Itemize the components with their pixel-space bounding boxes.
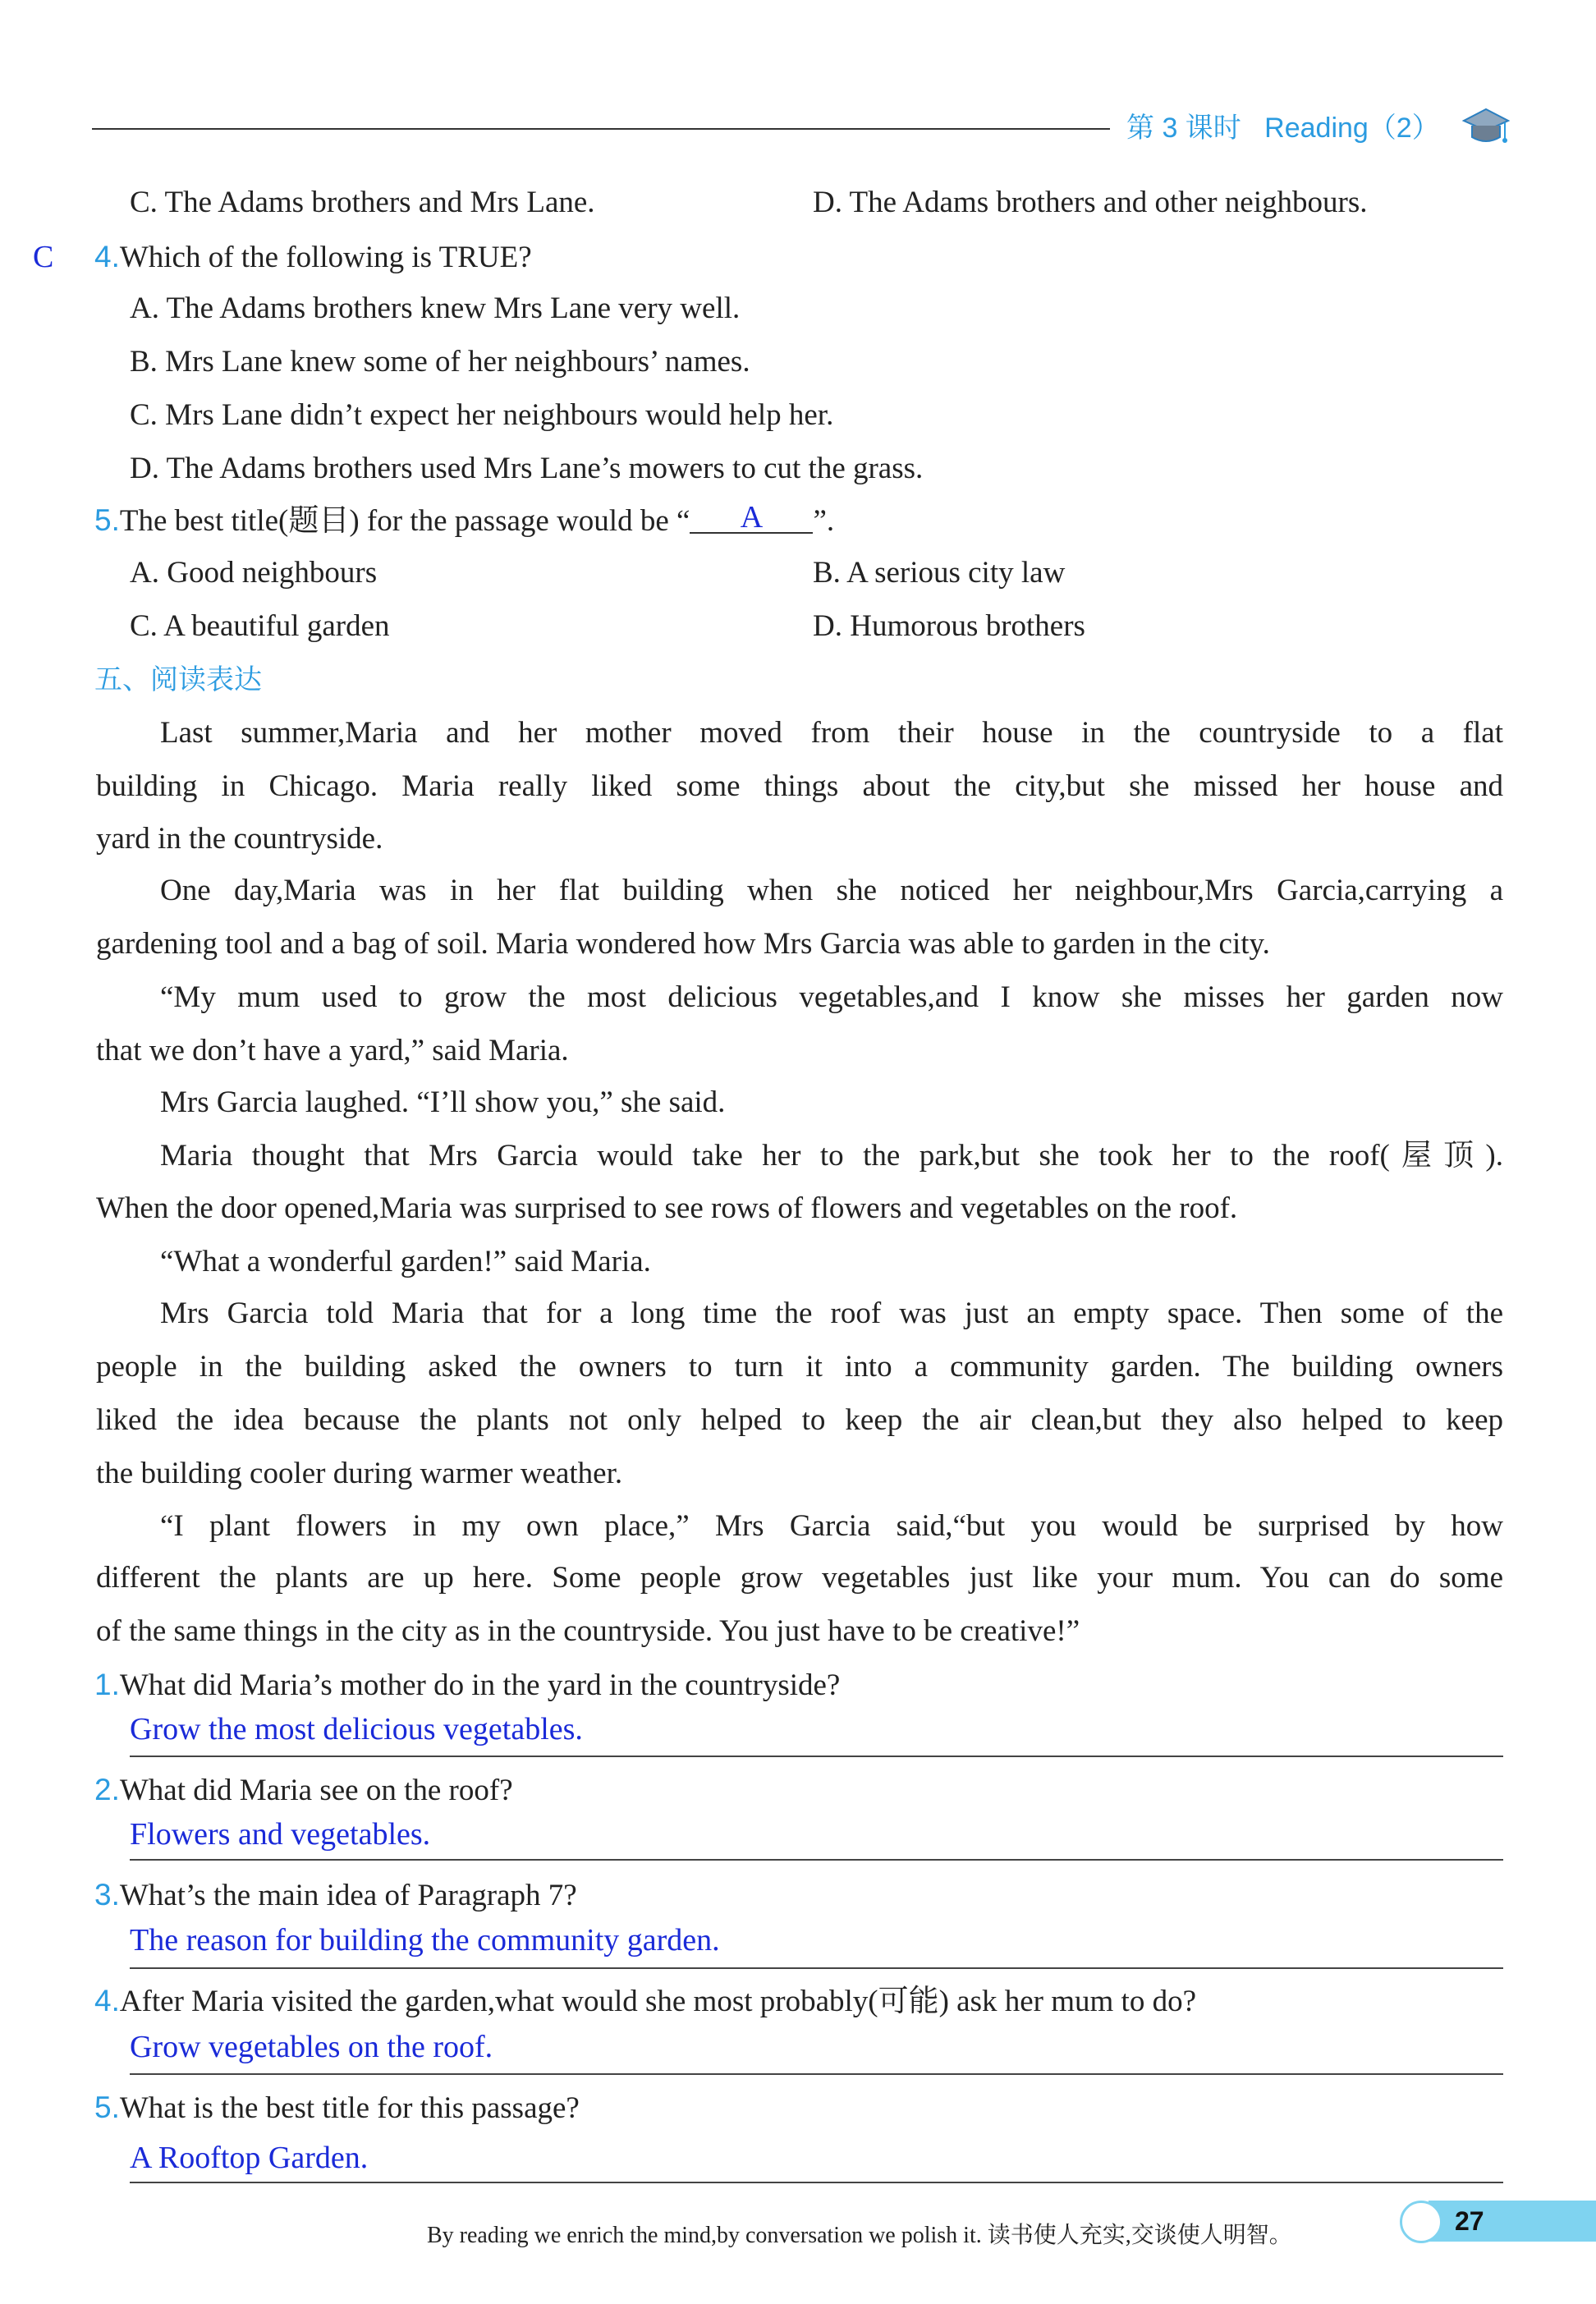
q5-text-end: ”. (813, 504, 835, 538)
passage-line: that we don’t have a yard,” said Maria. (96, 1034, 569, 1067)
answer-line (130, 2073, 1503, 2075)
passage-line: of the same things in the city as in the countryside. You just have to be creative!” (96, 1614, 1080, 1648)
header-rule (92, 128, 1110, 130)
q5-option-d: D. Humorous brothers (813, 609, 1085, 643)
q5-answer-blank: A (690, 503, 813, 534)
graduation-cap-icon (1462, 106, 1510, 154)
passage-line: “I plant flowers in my own place,” Mrs Garcia said,“but you would be surprised by how (160, 1509, 1503, 1543)
answer-line (130, 2182, 1503, 2183)
question-number: 2. (94, 1773, 120, 1806)
passage-line: Mrs Garcia laughed. “I’ll show you,” she said. (160, 1085, 726, 1119)
passage-line: “My mum used to grow the most delicious vegetables,and I know she misses her garden now (160, 980, 1503, 1014)
question-number: 1. (94, 1668, 120, 1701)
question-number: 4. (94, 1984, 120, 2017)
page-number: 27 (1429, 2201, 1596, 2242)
q4-text: Which of the following is TRUE? (119, 241, 532, 274)
question-5 (94, 2089, 580, 2127)
q5-question (94, 502, 834, 540)
q5-option-c: C. A beautiful garden (130, 609, 390, 643)
question-1 (94, 1666, 840, 1705)
passage-line: Maria thought that Mrs Garcia would take her to the park,but she took her to the roof(屋顶). (160, 1139, 1503, 1173)
lesson-label: 第 3 课时 (1126, 112, 1241, 144)
passage-line: people in the building asked the owners to turn it into a community garden. The building owners (96, 1350, 1503, 1384)
passage-line: When the door opened,Maria was surprised to see rows of flowers and vegetables on the roof. (96, 1191, 1238, 1225)
q5-option-a: A. Good neighbours (130, 556, 378, 590)
q4-question (94, 238, 532, 277)
question-number: 3. (94, 1878, 120, 1912)
passage-line: One day,Maria was in her flat building when she noticed her neighbour,Mrs Garcia,carrying a (160, 874, 1503, 907)
passage-line: different the plants are up here. Some people grow vegetables just like your mum. You can do some (96, 1561, 1503, 1595)
passage-line: the building cooler during warmer weather. (96, 1457, 623, 1490)
question-2 (94, 1771, 513, 1810)
q5-option-b: B. A serious city law (813, 556, 1066, 590)
answer-field-2[interactable]: Flowers and vegetables. (130, 1817, 431, 1852)
passage-line: building in Chicago. Maria really liked some things about the city,but she missed her house and (96, 769, 1503, 803)
passage-line: liked the idea because the plants not only helped to keep the air clean,but they also helped to keep (96, 1403, 1503, 1437)
answer-line (130, 1967, 1503, 1969)
option-prev-d: D. The Adams brothers and other neighbours. (813, 186, 1368, 219)
answer-field-5[interactable]: A Rooftop Garden. (130, 2141, 369, 2175)
question-number: 5. (94, 2091, 120, 2124)
q4-option-a: A. The Adams brothers knew Mrs Lane very well. (130, 291, 741, 325)
question-3 (94, 1876, 577, 1915)
question-text: What’s the main idea of Paragraph 7? (119, 1879, 577, 1912)
answer-line (130, 1756, 1503, 1757)
q5-text: The best title(题目) for the passage would be “ (119, 504, 690, 538)
page-header (1126, 105, 1510, 154)
lesson-title: Reading（2） (1264, 112, 1440, 144)
page-ornament-icon (1400, 2201, 1442, 2243)
answer-line (130, 1859, 1503, 1861)
question-text: What did Maria’s mother do in the yard in the countryside? (119, 1668, 841, 1702)
q4-option-c: C. Mrs Lane didn’t expect her neighbours would help her. (130, 398, 834, 432)
q4-option-d: D. The Adams brothers used Mrs Lane’s mowers to cut the grass. (130, 452, 924, 485)
q4-number: 4. (94, 240, 120, 273)
footer-quote: By reading we enrich the mind,by conversation we polish it. 读书使人充实,交谈使人明智。 (427, 2223, 1292, 2248)
passage-line: Mrs Garcia told Maria that for a long time the roof was just an empty space. Then some of the (160, 1297, 1503, 1330)
passage-line: “What a wonderful garden!” said Maria. (160, 1245, 651, 1278)
answer-field-1[interactable]: Grow the most delicious vegetables. (130, 1712, 583, 1746)
q5-number: 5. (94, 503, 120, 537)
question-text: What did Maria see on the roof? (119, 1774, 513, 1807)
section-title: 五、阅读表达 (94, 663, 262, 696)
question-text: What is the best title for this passage? (119, 2091, 580, 2125)
passage-line: yard in the countryside. (96, 822, 383, 856)
option-prev-c: C. The Adams brothers and Mrs Lane. (130, 186, 595, 219)
q4-handwritten-answer: C (33, 240, 54, 274)
answer-field-3[interactable]: The reason for building the community garden. (130, 1923, 720, 1957)
passage-line: gardening tool and a bag of soil. Maria wondered how Mrs Garcia was able to garden in the city. (96, 927, 1270, 961)
question-text: After Maria visited the garden,what would she most probably(可能) ask her mum to do? (119, 1985, 1196, 2018)
answer-field-4[interactable]: Grow vegetables on the roof. (130, 2030, 493, 2064)
passage-line: Last summer,Maria and her mother moved from their house in the countryside to a flat (160, 716, 1503, 750)
question-4 (94, 1982, 1196, 2021)
q4-option-b: B. Mrs Lane knew some of her neighbours’ names. (130, 345, 750, 379)
